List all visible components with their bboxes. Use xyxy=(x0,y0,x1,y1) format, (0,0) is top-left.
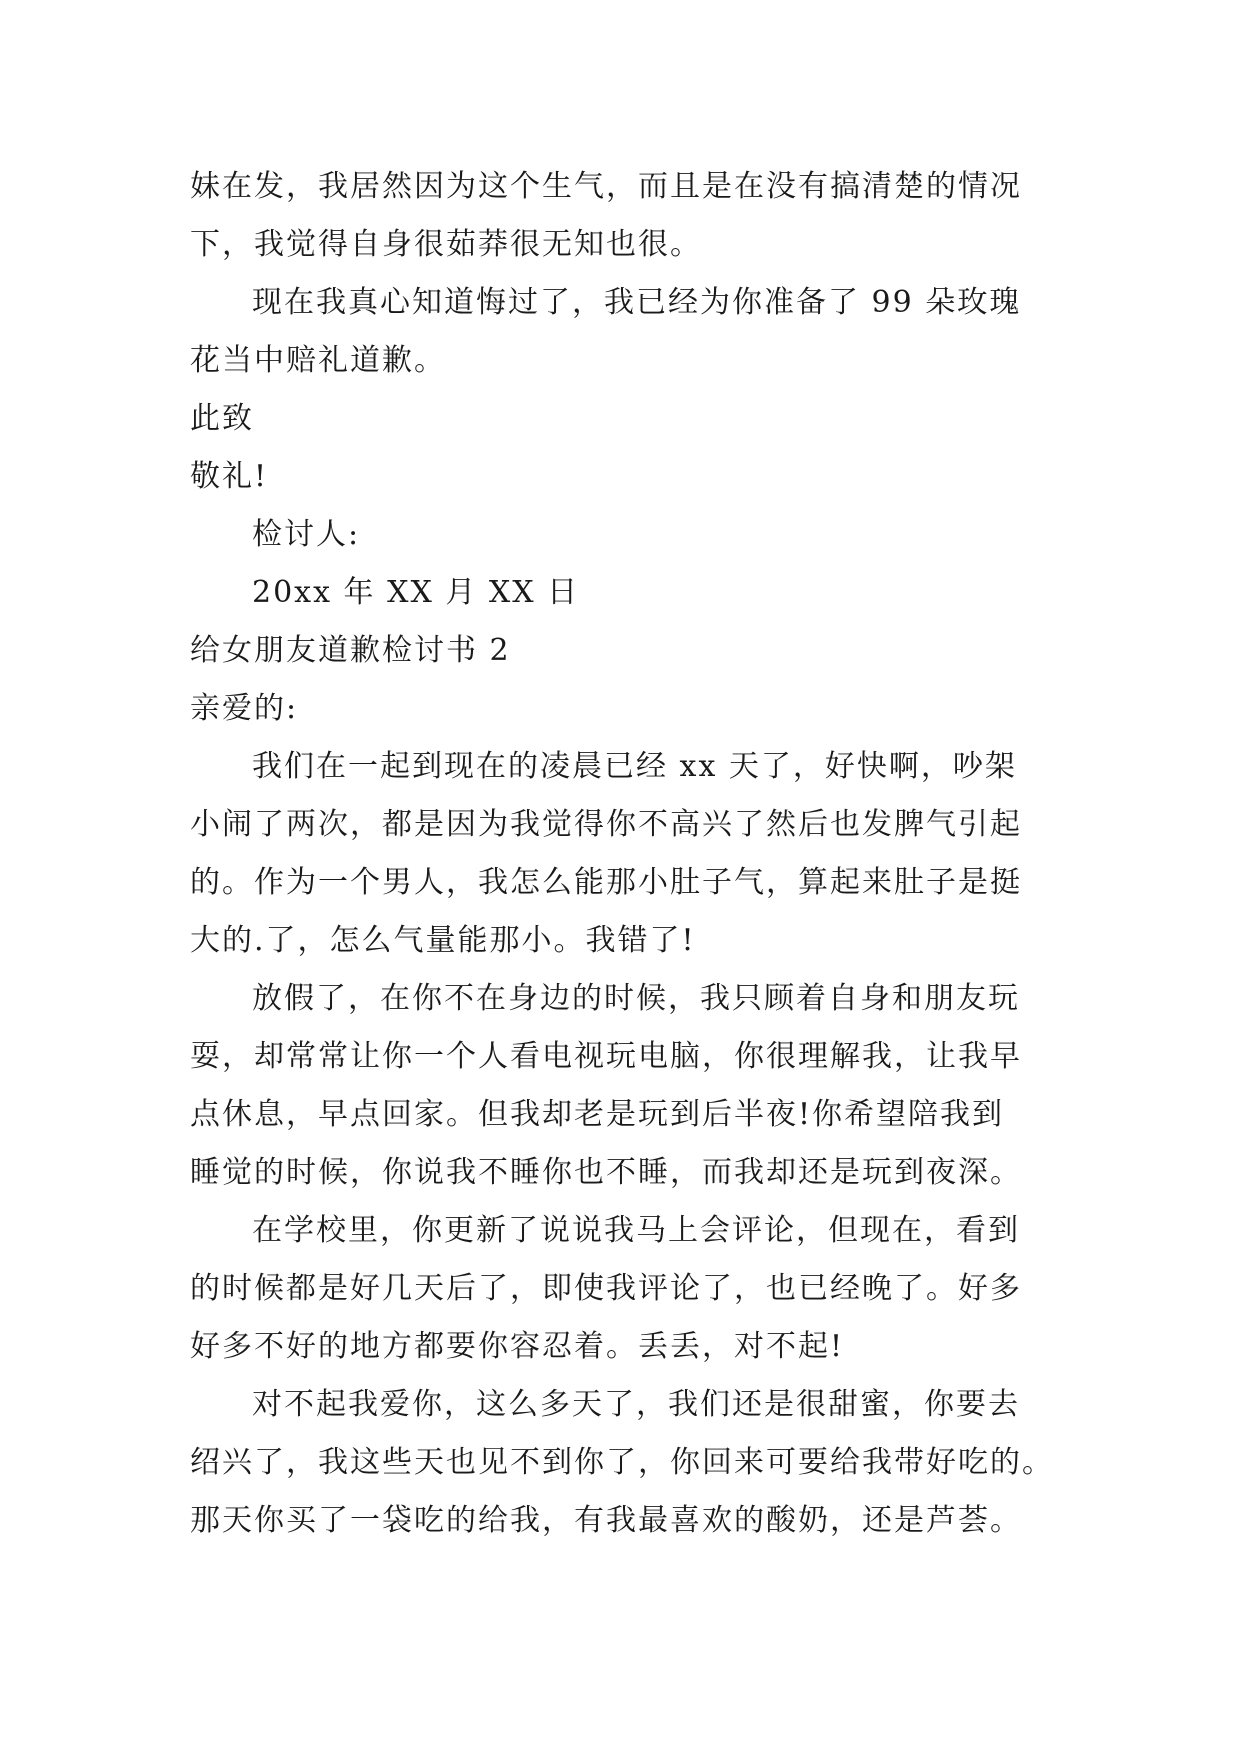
text-line: 那天你买了一袋吃的给我，有我最喜欢的酸奶，还是芦荟。 xyxy=(190,1503,1022,1538)
text-line: 好多不好的地方都要你容忍着。丢丢，对不起! xyxy=(190,1329,845,1364)
section-title: 给女朋友道歉检讨书 2 xyxy=(190,633,511,668)
paragraph-start-line: 对不起我爱你，这么多天了，我们还是很甜蜜，你要去 xyxy=(252,1387,1020,1422)
text-line: 绍兴了，我这些天也见不到你了，你回来可要给我带好吃的。 xyxy=(190,1445,1054,1480)
paragraph-start-line: 现在我真心知道悔过了，我已经为你准备了 99 朵玫瑰 xyxy=(252,285,1022,320)
date-line: 20xx 年 XX 月 XX 日 xyxy=(252,575,580,610)
paragraph-start-line: 我们在一起到现在的凌晨已经 xx 天了，好快啊，吵架 xyxy=(252,749,1017,784)
salutation-line: 敬礼! xyxy=(190,459,269,494)
paragraph-start-line: 放假了，在你不在身边的时候，我只顾着自身和朋友玩 xyxy=(252,981,1020,1016)
greeting-line: 亲爱的: xyxy=(190,691,299,726)
text-line: 妹在发，我居然因为这个生气，而且是在没有搞清楚的情况 xyxy=(190,169,1022,204)
document-body xyxy=(190,158,1070,1550)
text-line: 的。作为一个男人，我怎么能那小肚子气，算起来肚子是挺 xyxy=(190,865,1022,900)
text-line: 大的.了，怎么气量能那小。我错了! xyxy=(190,923,696,958)
signature-label: 检讨人: xyxy=(252,517,361,552)
text-line: 下，我觉得自身很茹莽很无知也很。 xyxy=(190,227,702,262)
text-line: 点休息，早点回家。但我却老是玩到后半夜!你希望陪我到 xyxy=(190,1097,1005,1132)
paragraph-start-line: 在学校里，你更新了说说我马上会评论，但现在，看到 xyxy=(252,1213,1020,1248)
text-line: 的时候都是好几天后了，即使我评论了，也已经晚了。好多 xyxy=(190,1271,1022,1306)
text-line: 花当中赔礼道歉。 xyxy=(190,343,446,378)
text-line: 睡觉的时候，你说我不睡你也不睡，而我却还是玩到夜深。 xyxy=(190,1155,1022,1190)
text-line: 耍，却常常让你一个人看电视玩电脑，你很理解我，让我早 xyxy=(190,1039,1022,1074)
closing-line: 此致 xyxy=(190,401,254,436)
text-line: 小闹了两次，都是因为我觉得你不高兴了然后也发脾气引起 xyxy=(190,807,1022,842)
